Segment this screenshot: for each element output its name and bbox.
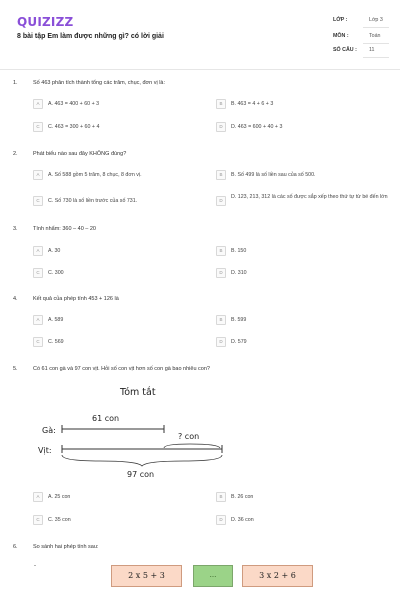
option-letter-badge: C [33,196,43,206]
option-letter-badge: B [216,170,226,180]
question-number: 2. [13,151,18,157]
option-text: A. 589 [48,317,64,323]
option-letter-badge: D [216,337,226,347]
option-letter-badge: A [33,170,43,180]
meta-grade-label: LỚP : [333,17,348,23]
option-text: A. 30 [48,248,61,254]
option-text: A. 463 = 400 + 60 + 3 [48,101,100,107]
expression-left: 2 x 5 + 3 [111,565,182,587]
option-letter-badge: B [216,315,226,325]
option-letter-badge: A [33,492,43,502]
question-text: Phát biểu nào sau đây KHÔNG đúng? [33,151,127,157]
option-letter-badge: D [216,196,226,206]
option-letter-badge: B [216,99,226,109]
option-letter-badge: D [216,122,226,132]
expression-right: 3 x 2 + 6 [242,565,313,587]
meta-grade-line [363,27,389,28]
quizizz-logo: QUIZIZZ [17,15,74,29]
option-text: C. 300 [48,270,64,276]
document-title: 8 bài tập Em làm được những gì? có lời giải [17,33,164,40]
document-header [0,0,400,70]
option-letter-badge: D [216,515,226,525]
option-text: A. 25 con [48,494,71,500]
question-number: 3. [13,226,18,232]
option-letter-badge: B [216,492,226,502]
meta-grade-value: Lớp 3 [369,17,383,23]
meta-subject-label: MÔN : [333,33,349,39]
question-number: 5. [13,366,18,372]
option-text: D. 36 con [231,517,254,523]
option-text: C. 35 con [48,517,71,523]
option-text: C. 463 = 300 + 60 + 4 [48,124,100,130]
question-text: So sánh hai phép tính sau: [33,544,99,550]
question-label: ? con [178,432,200,441]
meta-count-value: 11 [369,47,375,53]
summary-diagram [30,378,230,488]
question-text: Kết quả của phép tính 453 + 126 là [33,296,119,302]
option-text: B. 599 [231,317,247,323]
option-text: D. 463 = 600 + 40 + 3 [231,124,283,130]
bullet-dash: - [34,563,36,569]
option-letter-badge: A [33,315,43,325]
vit-value-label: 97 con [127,470,155,479]
vit-label: Vịt: [38,446,52,455]
question-number: 6. [13,544,18,550]
option-text: B. 150 [231,248,247,254]
meta-subject-value: Toán [369,33,381,39]
meta-count [333,44,389,58]
summary-diagram-svg [30,378,230,488]
option-letter-badge: B [216,246,226,256]
meta-subject [333,30,389,44]
option-text: B. Số 499 là số liền sau của số 500. [231,172,316,178]
total-brace [62,455,222,466]
option-text: C. 569 [48,339,64,345]
question-text: Có 61 con gà và 97 con vịt. Hỏi số con vịt hơn số con gà bao nhiêu con? [33,366,210,372]
meta-grade [333,14,389,28]
option-text: C. Số 730 là số liền trước của số 731. [48,198,138,204]
summary-title: Tóm tắt [120,387,156,398]
option-text: A. Số 588 gồm 5 trăm, 8 chục, 8 đơn vị. [48,172,142,178]
question-text: Số 463 phân tích thành tổng các trăm, chục, đơn vị là: [33,80,166,86]
meta-count-label: SỐ CÂU : [333,47,357,53]
option-text: D. 579 [231,339,247,345]
ga-label: Gà: [42,426,56,435]
question-number: 4. [13,296,18,302]
option-letter-badge: C [33,122,43,132]
ga-value-label: 61 con [92,414,120,423]
option-letter-badge: A [33,246,43,256]
option-text: D. 310 [231,270,247,276]
difference-brace [164,444,220,448]
option-text: B. 26 con [231,494,254,500]
question-text: Tính nhẩm: 360 – 40 – 20 [33,226,96,232]
option-letter-badge: C [33,337,43,347]
option-letter-badge: D [216,268,226,278]
question-number: 1. [13,80,18,86]
option-text: D. 123, 213, 312 là các số được sắp xếp theo thứ tự từ bé đến lớn [231,194,388,200]
option-letter-badge: C [33,515,43,525]
comparison-blank[interactable]: ... [193,565,233,587]
option-text: B. 463 = 4 + 6 + 3 [231,101,274,107]
option-letter-badge: A [33,99,43,109]
meta-count-line [363,57,389,58]
option-letter-badge: C [33,268,43,278]
